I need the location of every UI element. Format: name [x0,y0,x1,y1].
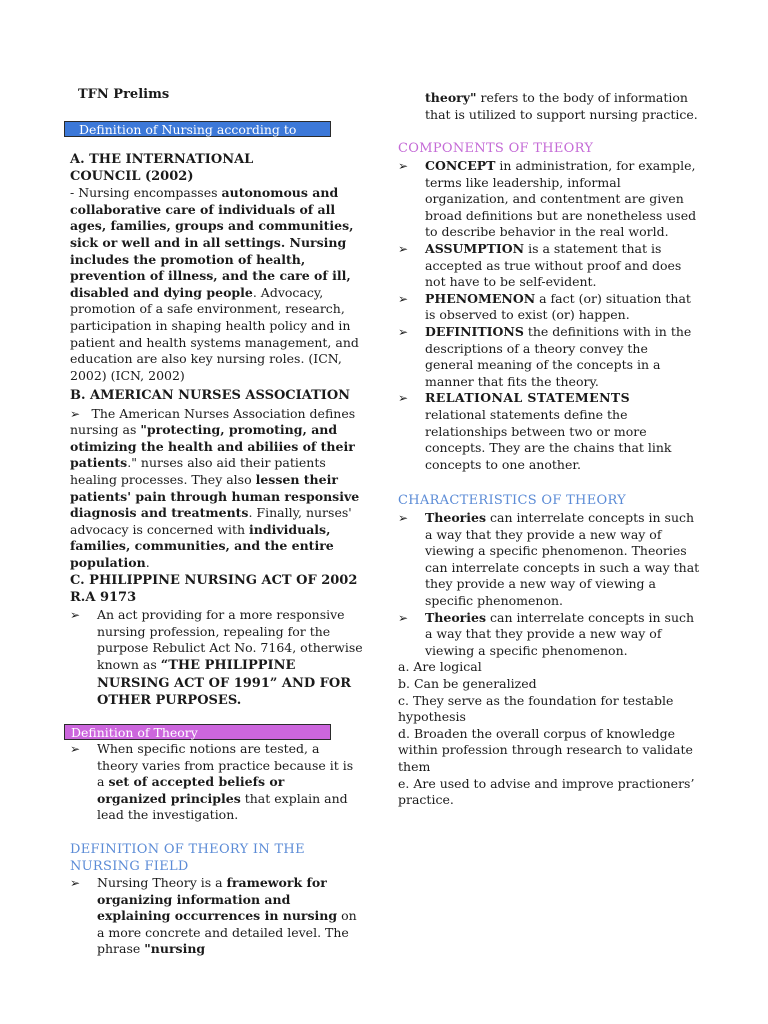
component-text: relational statements define the relationships between two or more concepts. They are the chains that link concepts to one another. [425,406,672,472]
characteristic-label: Theories [425,510,487,525]
nursing-definition-band: Definition of Nursing according to [64,121,331,137]
arrow-bullet-icon [398,158,408,175]
characteristic-item [398,610,700,660]
component-text: a fact (or) situation that is observed to exist (or) happen. [425,290,691,323]
characteristic-list-item: c. They serve as the foundation for testable hypothesis [398,692,674,725]
characteristic-list-item: e. Are used to advise and improve practioners’ practice. [398,775,695,808]
component-text: in administration, for example, terms like leadership, informal organization, and contentment are given broad definitions but are nonetheless used to describe behavior in the real world. [425,158,697,240]
theory-text-1: When specific notions are tested, a theory varies from practice because it is a [97,741,354,790]
arrow-bullet-icon [70,741,80,758]
pna-section [70,573,368,710]
components-heading: COMPONENTS OF THEORY [398,141,594,156]
arrow-bullet-icon [70,875,80,892]
nursing-field-heading-line1: DEFINITION OF THEORY IN THE [70,842,305,857]
component-label: DEFINITIONS [425,323,524,339]
theory-bold-1: set of accepted beliefs or organized principles [97,774,285,806]
characteristic-text: can interrelate concepts in such a way that they provide a new way of viewing a specific phenomenon. Theories can interrelate concepts in such a way that they provide a new way of viewing a specific phenomenon. [425,510,700,608]
theory-definition-band: Definition of Theory [64,724,331,740]
icn-heading-line2: COUNCIL (2002) [70,168,194,184]
pna-bullet [70,607,368,710]
icn-section [70,152,368,384]
ana-paragraph [70,406,368,572]
nursing-field-heading-line2: NURSING FIELD [70,859,189,874]
characteristics-heading: CHARACTERISTICS OF THEORY [398,493,627,508]
nursing-field-text-2: on a more concrete and detailed level. The phrase [97,908,357,957]
pna-heading-line2: R.A 9173 [70,589,137,605]
ana-bold-2: lessen their patients' pain through human responsive diagnosis and treatments [70,471,360,521]
nursing-field-text-3: refers to the body of information that is utilized to support nursing practice. [425,90,698,122]
theory-definition-section [70,741,355,824]
component-definitions [398,324,700,390]
component-relational-statements [398,390,700,473]
arrow-bullet-icon [398,291,408,308]
component-label: CONCEPT [425,158,496,173]
theory-text-2: that explain and lead the investigation. [97,790,348,823]
ana-text-3: . Finally, nurses' advocacy is concerned with [70,505,352,537]
nursing-field-text-1: Nursing Theory is a [97,875,227,890]
icn-paragraph [70,185,368,384]
nursing-field-section [70,841,360,957]
ana-bold-3: individuals, families, communities, and the entire population [70,521,334,570]
ana-section [70,388,368,572]
component-label: ASSUMPTION [425,240,525,256]
component-phenomenon [398,291,700,324]
icn-text-2: . Advocacy, promotion of a safe environment, research, participation in shaping health policy and in patient and health systems management, and education are also key nursing roles. (ICN, 2002) (ICN, 2002) [70,284,359,383]
component-assumption [398,241,700,291]
characteristics-section [398,492,700,809]
nursing-field-bold-2-cont: theory" [425,90,477,105]
characteristic-text: can interrelate concepts in such a way that they provide a new way of viewing a specific phenomenon. [425,609,695,658]
characteristic-label: Theories [425,609,487,625]
ana-text-4: . [145,554,150,570]
nursing-field-continuation [425,90,700,123]
pna-heading-line1: C. PHILIPPINE NURSING ACT OF 2002 [70,573,358,588]
nursing-field-bold-2: "nursing [144,941,206,957]
icn-bold-1: autonomous and collaborative care of individuals of all ages, families, groups and communities, sick or well and in all settings. Nursing includes the promotion of health, prevention of illness, and the care of ill, disabled and dying people [70,185,354,300]
component-concept [398,158,700,241]
arrow-bullet-icon: ➢ [70,406,92,421]
nursing-field-bullet [70,875,360,957]
pna-text-1: An act providing for a more responsive nursing profession, repealing for the purpose Rebulict Act No. 7164, otherwise known as [97,607,363,672]
arrow-bullet-icon [398,324,408,341]
ana-bold-1: "protecting, promoting, and otimizing the health and abiliies of their patients [70,422,355,471]
component-label: RELATIONAL STATEMENTS [425,390,631,406]
ana-text-2: ." nurses also aid their patients healing processes. They also [70,455,326,487]
characteristic-list-item: d. Broaden the overall corpus of knowledge within profession through research to validate them [398,725,693,774]
pna-bold-1: “THE PHILIPPINE NURSING ACT OF 1991” AND FOR OTHER PURPOSES. [97,657,352,709]
ana-text-1: The American Nurses Association defines nursing as [70,405,356,438]
arrow-bullet-icon [398,510,408,527]
component-text: is a statement that is accepted as true without proof and does not have to be self-evident. [425,240,682,290]
document-title: TFN Prelims [78,87,170,102]
nursing-field-bold-1: framework for organizing information and explaining occurrences in nursing [97,875,338,924]
component-label: PHENOMENON [425,290,536,306]
characteristic-list-item: b. Can be generalized [398,675,537,691]
arrow-bullet-icon [398,390,408,407]
characteristic-item [398,510,700,610]
ana-heading: B. AMERICAN NURSES ASSOCIATION [70,388,351,403]
icn-text-1: - Nursing encompasses [70,185,222,201]
theory-definition-bullet [70,741,355,824]
components-section [398,140,700,473]
arrow-bullet-icon [70,607,80,624]
arrow-bullet-icon [398,610,408,627]
characteristic-list-item: a. Are logical [398,659,482,675]
component-text: the definitions with in the descriptions of a theory convey the general meaning of the concepts in a manner that fits the theory. [425,323,692,389]
icn-heading-line1: A. THE INTERNATIONAL [70,152,254,167]
arrow-bullet-icon [398,241,408,258]
